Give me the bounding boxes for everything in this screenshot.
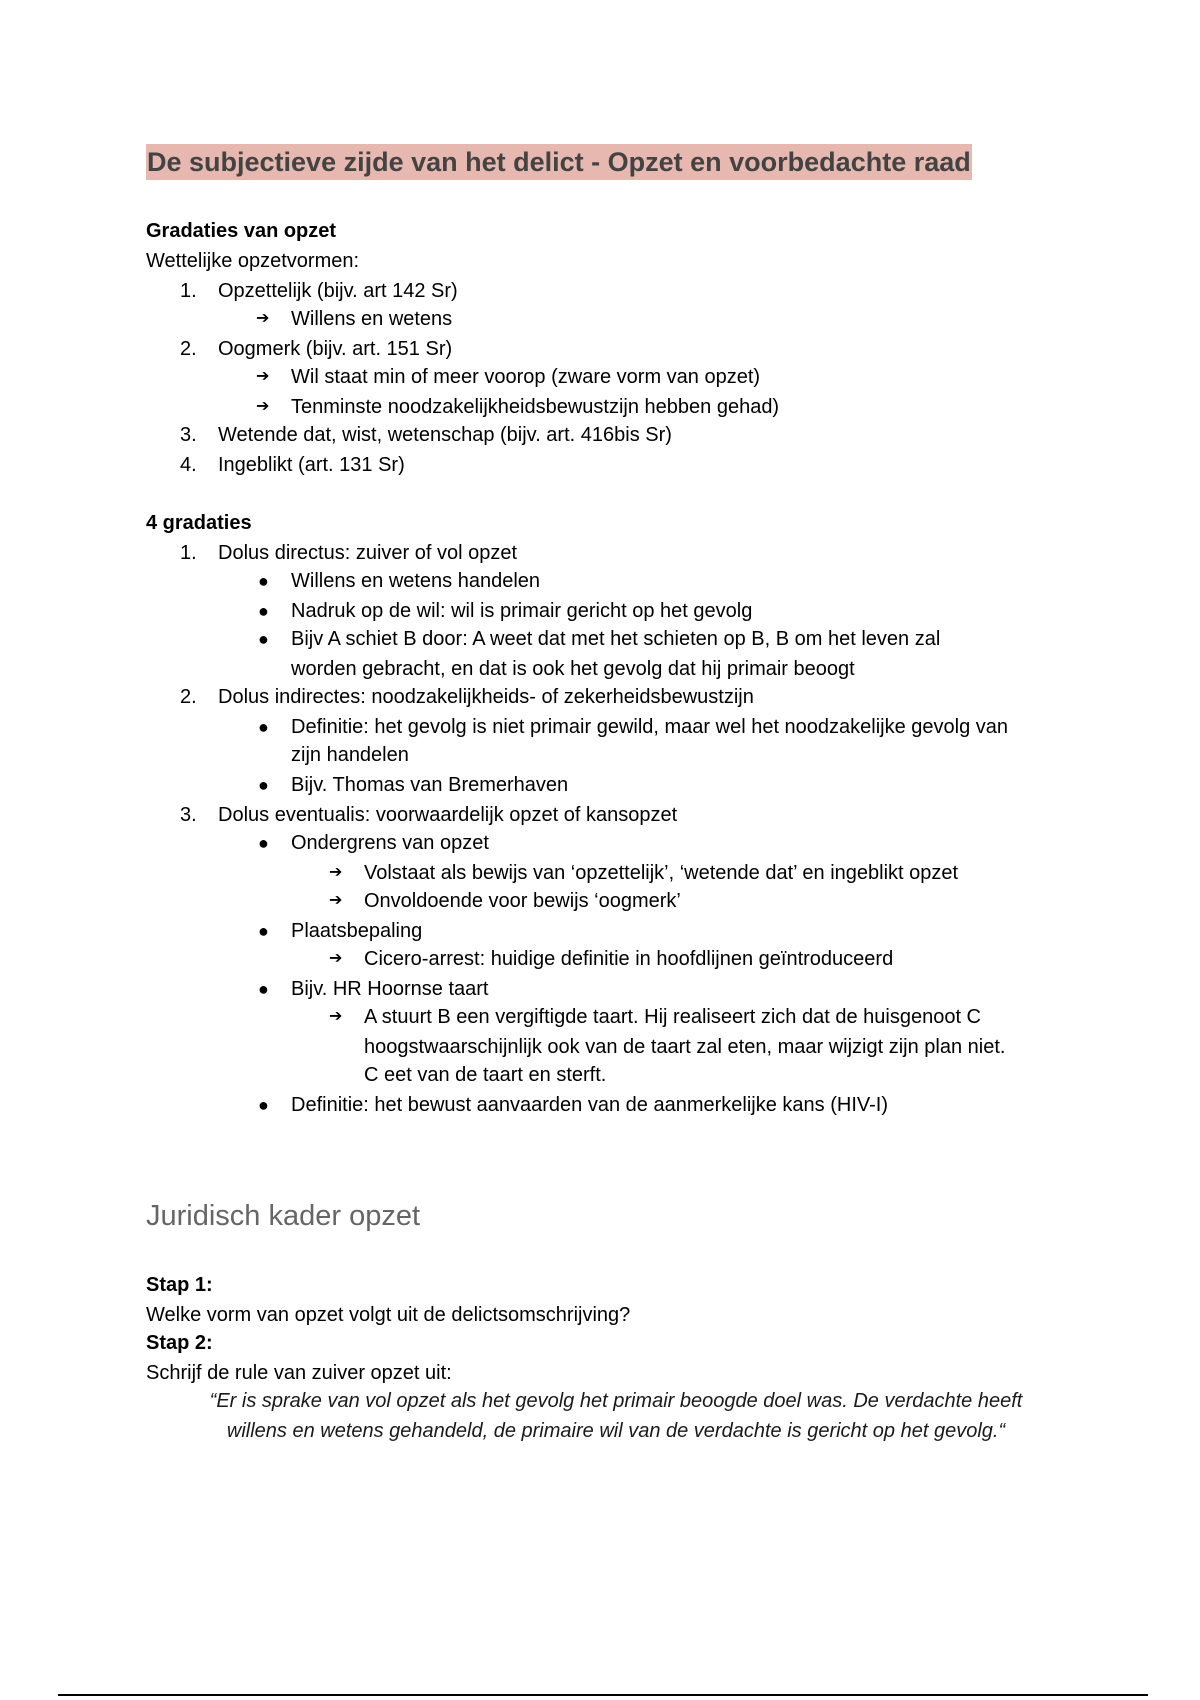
section-heading-gradaties: Gradaties van opzet [146,220,337,242]
sub-item-text: Willens en wetens [291,308,453,330]
sub-item-text: A stuurt B een vergiftigde taart. Hij realiseert zich dat de huisgenoot C [364,1006,982,1028]
bullet-icon: ● [258,1095,269,1115]
bullet-text: zijn handelen [291,744,409,766]
bullet-text: Willens en wetens handelen [291,570,541,592]
section-heading-juridisch-kader: Juridisch kader opzet [146,1200,421,1232]
list-number: 1. [180,542,197,564]
bullet-icon: ● [258,571,269,591]
bullet-text: Nadruk op de wil: wil is primair gericht op het gevolg [291,600,753,622]
sub-item-text: Wil staat min of meer voorop (zware vorm van opzet) [291,366,761,388]
sub-item-text: C eet van de taart en sterft. [364,1064,607,1086]
bullet-text: Bijv A schiet B door: A weet dat met het schieten op B, B om het leven zal [291,628,941,650]
page-bottom-divider [58,1694,1148,1696]
sub-item-text: hoogstwaarschijnlijk ook van de taart zal eten, maar wijzigt zijn plan niet. [364,1036,1006,1058]
section-intro: Wettelijke opzetvormen: [146,250,360,272]
bullet-icon: ● [258,717,269,737]
sub-item-text: Cicero-arrest: huidige definitie in hoofdlijnen geïntroduceerd [364,948,894,970]
bullet-icon: ● [258,601,269,621]
quote-line: willens en wetens gehandeld, de primaire wil van de verdachte is gericht op het gevolg.“ [226,1420,1006,1442]
bullet-text: Definitie: het gevolg is niet primair gewild, maar wel het noodzakelijke gevolg van [291,716,1009,738]
page-title: De subjectieve zijde van het delict - Opzet en voorbedachte raad [146,144,972,180]
list-text: Dolus directus: zuiver of vol opzet [218,542,518,564]
list-text: Oogmerk (bijv. art. 151 Sr) [218,338,453,360]
bullet-text: Ondergrens van opzet [291,832,489,854]
list-text: Dolus eventualis: voorwaardelijk opzet of kansopzet [218,804,678,826]
section-heading-4-gradaties: 4 gradaties [146,512,252,534]
bullet-icon: ● [258,629,269,649]
list-number: 4. [180,454,197,476]
list-number: 2. [180,338,197,360]
bullet-text: Plaatsbepaling [291,920,423,942]
quote-line: “Er is sprake van vol opzet als het gevolg het primair beoogde doel was. De verdachte heeft [209,1390,1023,1412]
step-2-text: Schrijf de rule van zuiver opzet uit: [146,1362,452,1384]
right-arrow-icon: ➔ [329,950,343,967]
step-1-text: Welke vorm van opzet volgt uit de delictsomschrijving? [146,1304,631,1326]
right-arrow-icon: ➔ [256,368,270,385]
bullet-icon: ● [258,979,269,999]
bullet-icon: ● [258,921,269,941]
list-number: 1. [180,280,197,302]
list-number: 3. [180,424,197,446]
list-number: 2. [180,686,197,708]
right-arrow-icon: ➔ [256,398,270,415]
bullet-text: Definitie: het bewust aanvaarden van de aanmerkelijke kans (HIV-I) [291,1094,888,1116]
right-arrow-icon: ➔ [329,1008,343,1025]
bullet-icon: ● [258,833,269,853]
list-text: Dolus indirectes: noodzakelijkheids- of zekerheidsbewustzijn [218,686,754,708]
sub-item-text: Tenminste noodzakelijkheidsbewustzijn hebben gehad) [291,396,780,418]
bullet-icon: ● [258,775,269,795]
bullet-text: Bijv. Thomas van Bremerhaven [291,774,569,796]
list-text: Ingeblikt (art. 131 Sr) [218,454,405,476]
sub-item-text: Volstaat als bewijs van ‘opzettelijk’, ‘wetende dat’ en ingeblikt opzet [364,862,959,884]
list-number: 3. [180,804,197,826]
step-1-label: Stap 1: [146,1274,213,1296]
list-text: Opzettelijk (bijv. art 142 Sr) [218,280,458,302]
step-2-label: Stap 2: [146,1332,213,1354]
right-arrow-icon: ➔ [256,310,270,327]
bullet-text: worden gebracht, en dat is ook het gevolg dat hij primair beoogt [291,658,855,680]
right-arrow-icon: ➔ [329,864,343,881]
sub-item-text: Onvoldoende voor bewijs ‘oogmerk’ [364,890,681,912]
bullet-text: Bijv. HR Hoornse taart [291,978,489,1000]
list-text: Wetende dat, wist, wetenschap (bijv. art. 416bis Sr) [218,424,672,446]
right-arrow-icon: ➔ [329,892,343,909]
